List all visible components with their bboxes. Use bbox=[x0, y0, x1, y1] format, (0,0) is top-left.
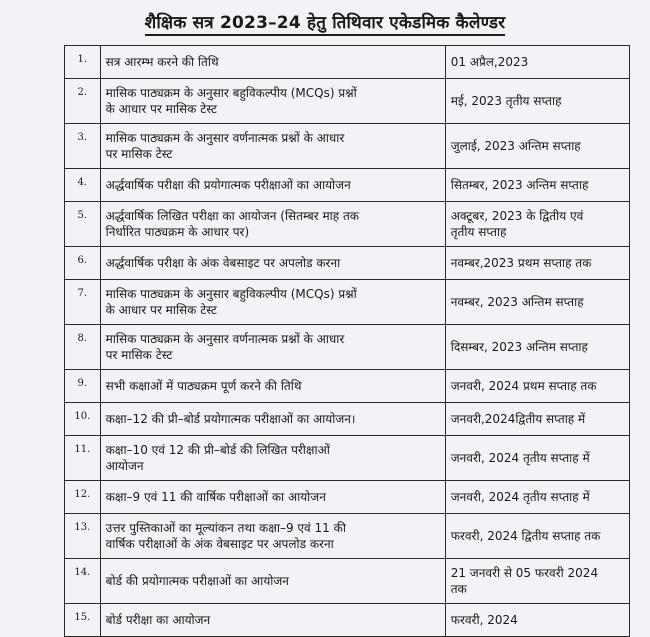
date-line: जनवरी, 2024 प्रथम सप्ताह तक bbox=[450, 379, 597, 393]
activity-cell bbox=[100, 559, 445, 604]
date-line: नवम्बर, 2023 अन्तिम सप्ताह bbox=[450, 295, 584, 309]
table-row bbox=[65, 280, 630, 325]
row-number: 7. bbox=[65, 280, 101, 325]
activity-cell bbox=[100, 481, 445, 514]
activity-cell bbox=[100, 403, 445, 436]
activity-cell bbox=[100, 169, 445, 202]
activity-line: मासिक पाठ्यक्रम के अनुसार वर्णनात्मक प्रश्नों के आधार bbox=[105, 332, 345, 346]
activity-cell bbox=[100, 514, 445, 559]
table-row bbox=[65, 403, 630, 436]
date-cell bbox=[445, 124, 629, 169]
activity-line: के आधार पर मासिक टेस्ट bbox=[105, 102, 217, 116]
date-line: 01 अप्रैल,2023 bbox=[450, 55, 529, 69]
activity-cell bbox=[100, 325, 445, 370]
date-line: तृतीय सप्ताह bbox=[450, 225, 507, 239]
date-line: 21 जनवरी से 05 फरवरी 2024 bbox=[450, 566, 599, 580]
table-row bbox=[65, 604, 630, 637]
activity-line: उत्तर पुस्तिकाओं का मूल्यांकन तथा कक्षा–9 एवं 11 की bbox=[105, 521, 346, 535]
activity-line: आयोजन bbox=[105, 459, 144, 473]
activity-line: मासिक पाठ्यक्रम के अनुसार बहुविकल्पीय (MCQs) प्रश्नों bbox=[105, 86, 357, 100]
date-cell bbox=[445, 403, 629, 436]
activity-cell bbox=[100, 604, 445, 637]
row-number: 6. bbox=[65, 247, 101, 280]
activity-line: निर्धारित पाठ्यक्रम के आधार पर) bbox=[105, 225, 250, 239]
table-row bbox=[65, 202, 630, 247]
date-line: नवम्बर,2023 प्रथम सप्ताह तक bbox=[450, 256, 592, 270]
row-number: 14. bbox=[65, 559, 101, 604]
activity-cell bbox=[100, 124, 445, 169]
date-cell bbox=[445, 370, 629, 403]
activity-cell bbox=[100, 79, 445, 124]
activity-line: मासिक पाठ्यक्रम के अनुसार बहुविकल्पीय (MCQs) प्रश्नों bbox=[105, 287, 357, 301]
date-cell bbox=[445, 169, 629, 202]
activity-line: कक्षा–10 एवं 12 की प्री–बोर्ड की लिखित परीक्षाओं bbox=[105, 443, 330, 457]
date-line: सितम्बर, 2023 अन्तिम सप्ताह bbox=[450, 178, 589, 192]
table-row bbox=[65, 559, 630, 604]
date-line: जनवरी, 2024 तृतीय सप्ताह में bbox=[450, 490, 590, 504]
calendar-table bbox=[64, 45, 630, 637]
row-number: 1. bbox=[65, 46, 101, 79]
activity-cell bbox=[100, 46, 445, 79]
activity-cell bbox=[100, 436, 445, 481]
page-title-text: शैक्षिक सत्र 2023–24 हेतु तिथिवार एकेडमिक कैलेण्डर bbox=[145, 13, 506, 36]
date-line: तक bbox=[450, 582, 467, 596]
date-line: जनवरी,2024द्वितीय सप्ताह में bbox=[450, 412, 586, 426]
activity-cell bbox=[100, 247, 445, 280]
activity-line: के आधार पर मासिक टेस्ट bbox=[105, 303, 217, 317]
row-number: 3. bbox=[65, 124, 101, 169]
row-number: 8. bbox=[65, 325, 101, 370]
table-row bbox=[65, 325, 630, 370]
table-row bbox=[65, 436, 630, 481]
date-line: अक्टूबर, 2023 के द्वितीय एवं bbox=[450, 209, 584, 223]
row-number: 4. bbox=[65, 169, 101, 202]
activity-cell bbox=[100, 370, 445, 403]
date-cell bbox=[445, 481, 629, 514]
row-number: 10. bbox=[65, 403, 101, 436]
date-cell bbox=[445, 46, 629, 79]
row-number: 9. bbox=[65, 370, 101, 403]
table-row bbox=[65, 46, 630, 79]
table-row bbox=[65, 247, 630, 280]
activity-line: वार्षिक परीक्षाओं के अंक वेबसाइट पर अपलोड करना bbox=[105, 537, 334, 551]
date-line: मई, 2023 तृतीय सप्ताह bbox=[450, 94, 562, 108]
date-cell bbox=[445, 79, 629, 124]
activity-line: सभी कक्षाओं में पाठ्यक्रम पूर्ण करने की तिथि bbox=[105, 379, 302, 393]
activity-line: बोर्ड परीक्षा का आयोजन bbox=[105, 613, 211, 627]
activity-line: कक्षा–9 एवं 11 की वार्षिक परीक्षाओं का आयोजन bbox=[105, 490, 326, 504]
table-row bbox=[65, 370, 630, 403]
activity-line: सत्र आरम्भ करने की तिथि bbox=[105, 55, 219, 69]
activity-cell bbox=[100, 280, 445, 325]
date-cell bbox=[445, 604, 629, 637]
date-line: दिसम्बर, 2023 अन्तिम सप्ताह bbox=[450, 340, 588, 354]
date-line: जनवरी, 2024 तृतीय सप्ताह में bbox=[450, 451, 590, 465]
date-cell bbox=[445, 559, 629, 604]
date-cell bbox=[445, 202, 629, 247]
activity-line: बोर्ड की प्रयोगात्मक परीक्षाओं का आयोजन bbox=[105, 574, 289, 588]
table-row bbox=[65, 514, 630, 559]
table-row bbox=[65, 481, 630, 514]
date-line: फरवरी, 2024 bbox=[450, 613, 518, 627]
activity-line: कक्षा–12 की प्री–बोर्ड प्रयोगात्मक परीक्षाओं का आयोजन। bbox=[105, 412, 356, 426]
row-number: 13. bbox=[65, 514, 101, 559]
row-number: 12. bbox=[65, 481, 101, 514]
table-row bbox=[65, 124, 630, 169]
date-line: जुलाई, 2023 अन्तिम सप्ताह bbox=[450, 139, 581, 153]
date-cell bbox=[445, 514, 629, 559]
date-cell bbox=[445, 325, 629, 370]
row-number: 11. bbox=[65, 436, 101, 481]
activity-line: पर मासिक टेस्ट bbox=[105, 348, 173, 362]
table-row bbox=[65, 169, 630, 202]
date-cell bbox=[445, 247, 629, 280]
page-title bbox=[0, 10, 650, 33]
activity-cell bbox=[100, 202, 445, 247]
row-number: 5. bbox=[65, 202, 101, 247]
row-number: 15. bbox=[65, 604, 101, 637]
activity-line: मासिक पाठ्यक्रम के अनुसार वर्णनात्मक प्रश्नों के आधार bbox=[105, 131, 345, 145]
date-cell bbox=[445, 436, 629, 481]
row-number: 2. bbox=[65, 79, 101, 124]
table-row bbox=[65, 79, 630, 124]
activity-line: पर मासिक टेस्ट bbox=[105, 147, 173, 161]
activity-line: अर्द्धवार्षिक परीक्षा की प्रयोगात्मक परीक्षाओं का आयोजन bbox=[105, 178, 351, 192]
date-line: फरवरी, 2024 द्वितीय सप्ताह तक bbox=[450, 529, 601, 543]
activity-line: अर्द्धवार्षिक लिखित परीक्षा का आयोजन (सितम्बर माह तक bbox=[105, 209, 360, 223]
date-cell bbox=[445, 280, 629, 325]
activity-line: अर्द्धवार्षिक परीक्षा के अंक वेबसाइट पर अपलोड करना bbox=[105, 256, 341, 270]
